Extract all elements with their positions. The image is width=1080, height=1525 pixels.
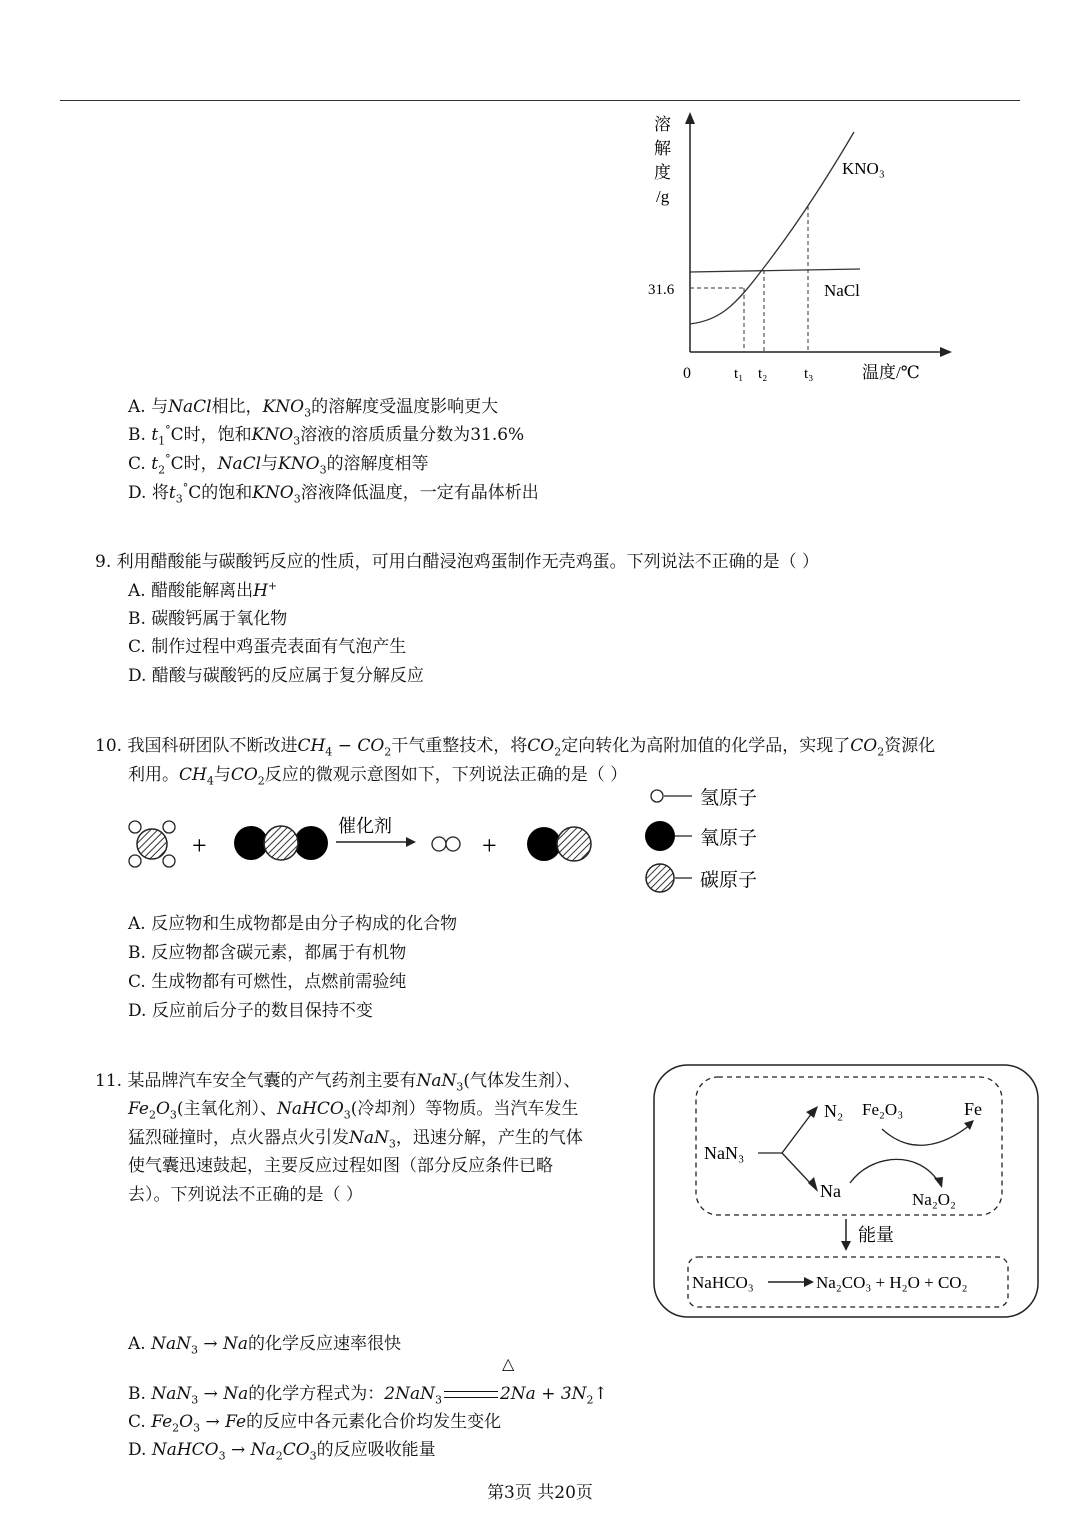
- label-fe2o3: Fe₂O₃: [862, 1100, 904, 1119]
- ch4-molecule: [129, 821, 175, 867]
- q11-option-a: A. NaN$_3$ → Na的化学反应速率很快: [128, 1334, 402, 1357]
- ylabel-char-3: 度: [654, 163, 671, 182]
- q9-stem: 9. 利用醋酸能与碳酸钙反应的性质，可用白醋浸泡鸡蛋制作无壳鸡蛋。下列说法不正确的是（ ）: [95, 552, 820, 572]
- xlabel: 温度/℃: [862, 363, 920, 382]
- plus-sign-2: +: [482, 831, 497, 860]
- label-fe: Fe: [964, 1099, 982, 1119]
- q10-option-b: B. 反应物都含碳元素，都属于有机物: [128, 943, 407, 963]
- q10-option-c: C. 生成物都有可燃性，点燃前需验纯: [128, 972, 407, 992]
- label-na2o2: Na₂O₂: [912, 1190, 956, 1209]
- x-tick-t1: t₁: [734, 366, 744, 382]
- co-molecule: [527, 827, 591, 861]
- q10-stem-line1: 10. 我国科研团队不断改进$CH_4 - CO_2$干气重整技术，将$CO_2$定向转化为高附加值的化学品，实现了$CO_2$资源化: [95, 736, 936, 759]
- y-axis-arrow: [685, 112, 695, 124]
- q11-process-diagram: [652, 1063, 1042, 1321]
- q10-reaction-diagram: [120, 782, 780, 902]
- svg-text:氧原子: 氧原子: [700, 828, 758, 849]
- q11-stem-line5: 去）。下列说法不正确的是（ ）: [128, 1185, 363, 1205]
- label-na: Na: [820, 1181, 841, 1201]
- page-footer: 第3页 共20页: [487, 1483, 593, 1503]
- q11-stem-line1: 11. 某品牌汽车安全气囊的产气药剂主要有NaN$_3$(气体发生剂）、: [95, 1071, 581, 1094]
- equals-bar: [444, 1391, 498, 1398]
- catalyst-label: 催化剂: [338, 816, 392, 836]
- q8-option-b: B. $t_1^\circ C$时，饱和$KNO_3$溶液的溶质质量分数为31.6%: [128, 423, 525, 448]
- ylabel-char-4: /g: [656, 187, 670, 206]
- q11-option-c: C. $Fe_2O_3 \to Fe$的反应中各元素化合价均发生变化: [128, 1412, 502, 1435]
- co2-molecule: [234, 826, 328, 860]
- origin-label: 0: [683, 365, 691, 382]
- label-nan3: NaN₃: [704, 1143, 745, 1163]
- q9-option-c: C. 制作过程中鸡蛋壳表面有气泡产生: [128, 637, 407, 657]
- q11-stem-line3: 猛烈碰撞时，点火器点火引发NaN$_3$，迅速分解，产生的气体: [128, 1128, 583, 1151]
- x-axis-arrow: [940, 347, 952, 357]
- legend-kno3: KNO₃: [842, 159, 885, 178]
- q10-option-a: A. 反应物和生成物都是由分子构成的化合物: [128, 914, 458, 934]
- x-tick-t3: t₃: [804, 366, 814, 382]
- q11-b-condition: △: [502, 1354, 515, 1373]
- legend-carbon: [646, 864, 757, 892]
- q10-option-d: D. 反应前后分子的数目保持不变: [128, 1001, 373, 1021]
- q11-stem-line4: 使气囊迅速鼓起，主要反应过程如图（部分反应条件已略: [128, 1156, 553, 1176]
- svg-text:氢原子: 氢原子: [700, 788, 758, 809]
- ylabel-char-1: 溶: [654, 115, 671, 134]
- q11-stem-line2: $Fe_2O_3$(主氧化剂）、NaHCO$_3$(冷却剂）等物质。当汽车发生: [128, 1099, 579, 1122]
- label-energy: 能量: [858, 1225, 894, 1245]
- header-rule: [60, 100, 1020, 101]
- q8-option-c: C. $t_2^\circ C$时，NaCl与$KNO_3$的溶解度相等: [128, 452, 429, 477]
- q9-option-a: A. 醋酸能解离出H+: [128, 579, 278, 601]
- q11-option-d: D. NaHCO$_3$ → $Na_2CO_3$的反应吸收能量: [128, 1440, 436, 1463]
- label-nahco3: NaHCO₃: [692, 1273, 754, 1292]
- x-tick-t2: t₂: [758, 366, 768, 382]
- q8-option-d: D. 将$t_3^\circ C$的饱和$KNO_3$溶液降低温度，一定有晶体析出: [128, 481, 539, 506]
- legend-hydrogen: [651, 787, 757, 809]
- nacl-line: [690, 269, 860, 272]
- legend-oxygen: [645, 821, 757, 851]
- q10-stem-line2: 利用。$CH_4$与$CO_2$反应的微观示意图如下，下列说法正确的是（ ）: [128, 765, 628, 788]
- h2-molecule: [432, 837, 460, 851]
- svg-text:碳原子: 碳原子: [700, 870, 758, 891]
- legend-nacl: NaCl: [824, 281, 860, 300]
- solubility-chart: [640, 108, 970, 388]
- plus-sign-1: +: [192, 831, 207, 860]
- q9-option-b: B. 碳酸钙属于氧化物: [128, 609, 288, 629]
- label-products: Na₂CO₃ + H₂O + CO₂: [816, 1273, 968, 1292]
- q11-option-b: B. NaN$_3$ → Na的化学方程式为：2NaN$_3$ $2Na + 3N_2↑$: [128, 1384, 608, 1407]
- ylabel-char-2: 解: [654, 139, 671, 158]
- q8-option-a: A. 与NaCl相比，$KNO_3$的溶解度受温度影响更大: [128, 397, 499, 420]
- y-marker-label: 31.6: [648, 282, 675, 298]
- label-n2: N₂: [824, 1101, 844, 1121]
- q9-option-d: D. 醋酸与碳酸钙的反应属于复分解反应: [128, 666, 424, 686]
